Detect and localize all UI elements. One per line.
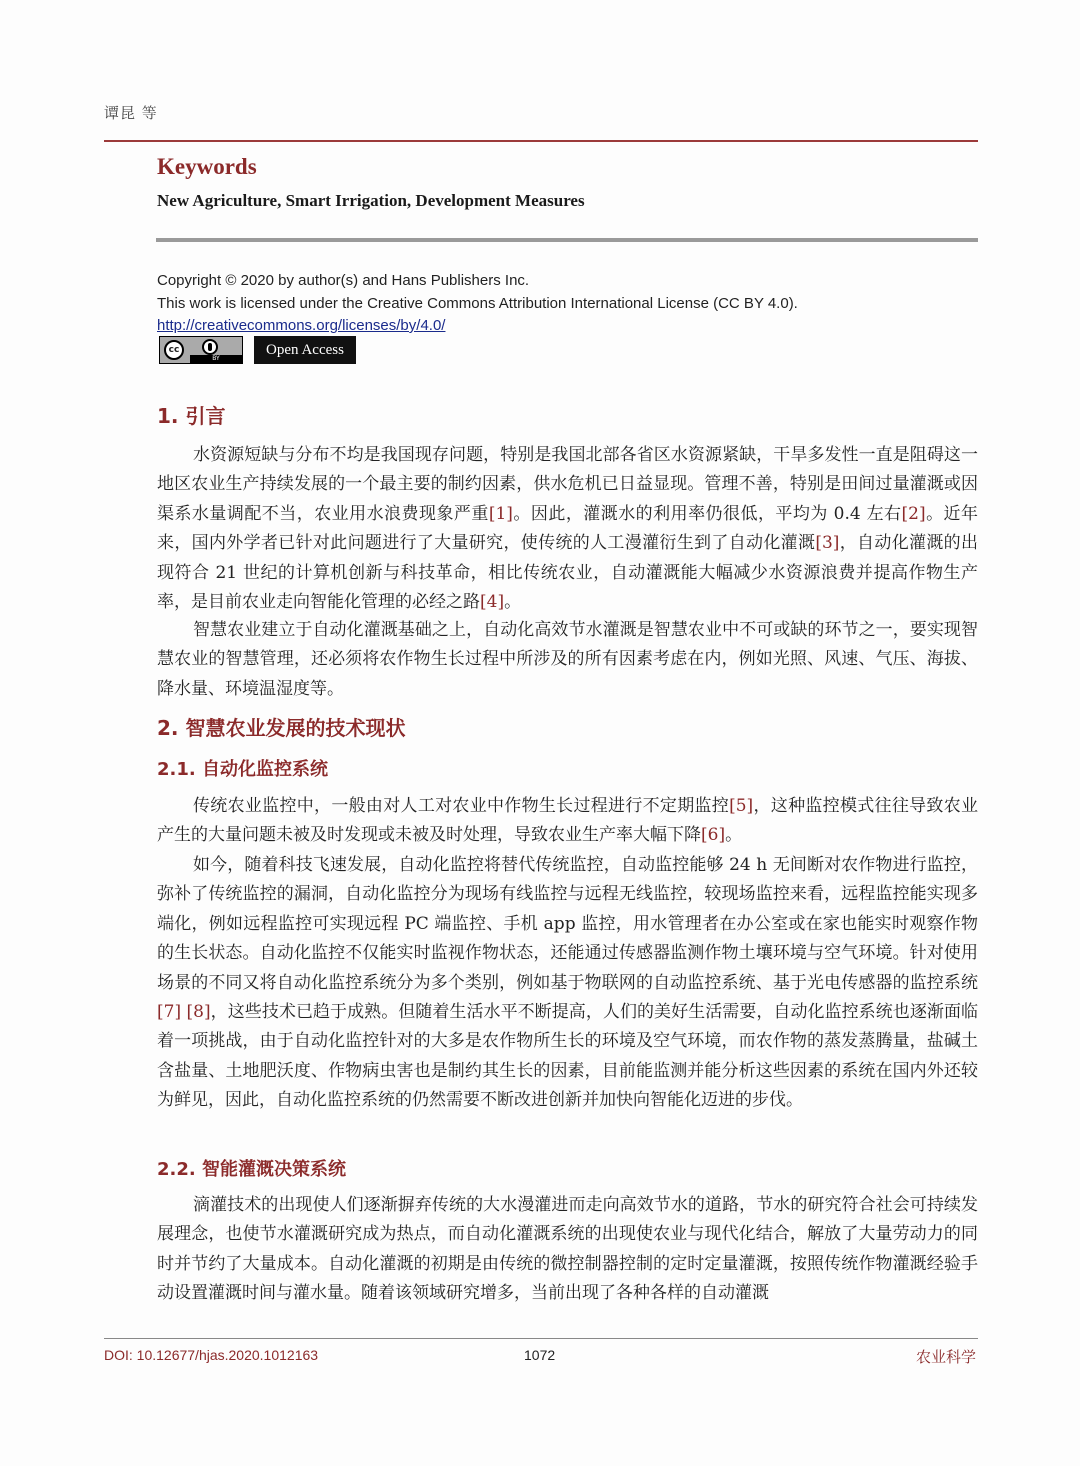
cc-by-license-icon[interactable] — [159, 336, 243, 364]
license-statement: This work is licensed under the Creative Commons Attribution International License (CC BY 4.0). — [157, 294, 798, 312]
citation-link[interactable]: [7] [8] — [157, 1002, 211, 1023]
section-2-2-heading: 2.2. 智能灌溉决策系统 — [157, 1159, 346, 1180]
citation-link[interactable]: [4] — [480, 592, 505, 613]
copyright-line: Copyright © 2020 by author(s) and Hans Publishers Inc. — [157, 272, 530, 289]
text-run: 传统农业监控中，一般由对人工对农业中作物生长过程进行不定期监控 — [193, 796, 730, 816]
text-run: 。近年来，国内外学者已针对此问题进行了大量研究，使传统的人工漫灌衍生到了自动化灌溉 — [157, 503, 979, 554]
citation-link[interactable]: [2] — [901, 503, 926, 524]
person-icon — [202, 339, 218, 355]
keywords-text: New Agriculture, Smart Irrigation, Development Measures — [157, 191, 585, 210]
text-run: 。 — [504, 592, 522, 613]
section-2-1-paragraph-1 — [157, 792, 978, 851]
open-access-badge: Open Access — [254, 336, 356, 364]
page-number: 1072 — [524, 1347, 556, 1363]
section-2-heading: 2. 智慧农业发展的技术现状 — [157, 716, 406, 740]
footer-divider — [104, 1338, 978, 1339]
by-label: BY — [190, 355, 242, 363]
citation-link[interactable]: [6] — [701, 825, 726, 846]
section-1-paragraph-1 — [157, 441, 978, 617]
text-run: 如今，随着科技飞速发展，自动化监控将替代传统监控，自动监控能够 24 h 无间断对农作物进行监控，弥补了传统监控的漏洞，自动化监控分为现场有线监控与远程无线监控，较现场监控来看，远程监控能实现多端化，例如远程监控可实现远程 PC 端监控、手机 app 监控，用水管理者在办公室或在家也能实时观察作物的生长状态。自动化监控不仅能实时监视作物状态，还能通过传感器监测作物土壤环境与空气环境。针对使用场景的不同又将自动化监控系统分为多个类别，例如基于物联网的自动监控系统、基于光电传感器的监控系统 — [157, 855, 978, 993]
journal-name: 农业科学 — [915, 1348, 976, 1366]
section-1-heading: 1. 引言 — [157, 404, 226, 428]
text-run: ，自动化灌溉的出现符合 21 世纪的计算机创新与科技革命，相比传统农业，自动灌溉能大幅减少水资源浪费并提高作物生产率，是目前农业走向智能化管理的必经之路 — [157, 533, 978, 613]
running-header-authors: 谭昆 等 — [104, 104, 158, 122]
text-run: 。 — [725, 825, 743, 846]
license-block — [157, 270, 798, 338]
keywords-title: Keywords — [157, 154, 257, 179]
text-run: 。因此，灌溉水的利用率仍很低，平均为 0.4 左右 — [512, 503, 902, 524]
section-2-2-paragraph-1: 滴灌技术的出现使人们逐渐摒弃传统的大水漫灌进而走向高效节水的道路，节水的研究符合社会可持续发展理念，也使节水灌溉研究成为热点，而自动化灌溉系统的出现使农业与现代化结合，解放了大量劳动力的同时并节约了大量成本。自动化灌溉的初期是由传统的微控制器控制的定时定量灌溉，按照传统作物灌溉经验手动设置灌溉时间与灌水量。随着该领域研究增多，当前出现了各种各样的自动灌溉 — [157, 1195, 978, 1304]
citation-link[interactable]: [5] — [729, 796, 754, 816]
license-link[interactable]: http://creativecommons.org/licenses/by/4.0/ — [157, 317, 446, 334]
section-2-1-heading: 2.1. 自动化监控系统 — [157, 759, 328, 780]
text-run: ，这种监控模式往往导致农业产生的大量问题未被及时发现或未被及时处理，导致农业生产率大幅下降 — [157, 796, 979, 846]
citation-link[interactable]: [3] — [815, 533, 840, 554]
section-1-paragraph-2: 智慧农业建立于自动化灌溉基础之上，自动化高效节水灌溉是智慧农业中不可或缺的环节之一，要实现智慧农业的智慧管理，还必须将农作物生长过程中所涉及的所有因素考虑在内，例如光照、风速、气压、海拔、降水量、环境温湿度等。 — [157, 620, 978, 699]
section-2-1-paragraph-2 — [157, 851, 978, 1116]
header-divider — [104, 140, 978, 142]
text-run: 水资源短缺与分布不均是我国现存问题，特别是我国北部各省区水资源紧缺，干旱多发性一直是阻碍这一地区农业生产持续发展的一个最主要的制约因素，供水危机已日益显现。管理不善，特别是田间过量灌溉或因渠系水量调配不当，农业用水浪费现象严重 — [157, 445, 978, 524]
keywords-divider — [156, 238, 978, 242]
footer-doi[interactable]: DOI: 10.12677/hjas.2020.1012163 — [104, 1347, 319, 1363]
cc-icon: cc — [164, 340, 184, 360]
text-run: ，这些技术已趋于成熟。但随着生活水平不断提高，人们的美好生活需要，自动化监控系统也逐渐面临着一项挑战，由于自动化监控针对的大多是农作物所生长的环境及空气环境，而农作物的蒸发蒸腾量，盐碱土含盐量、土地肥沃度、作物病虫害也是制约其生长的因素，目前能监测并能分析这些因素的系统在国内外还较为鲜见，因此，自动化监控系统的仍然需要不断改进创新并加快向智能化迈进的步伐。 — [157, 1002, 978, 1111]
citation-link[interactable]: [1] — [488, 503, 513, 524]
